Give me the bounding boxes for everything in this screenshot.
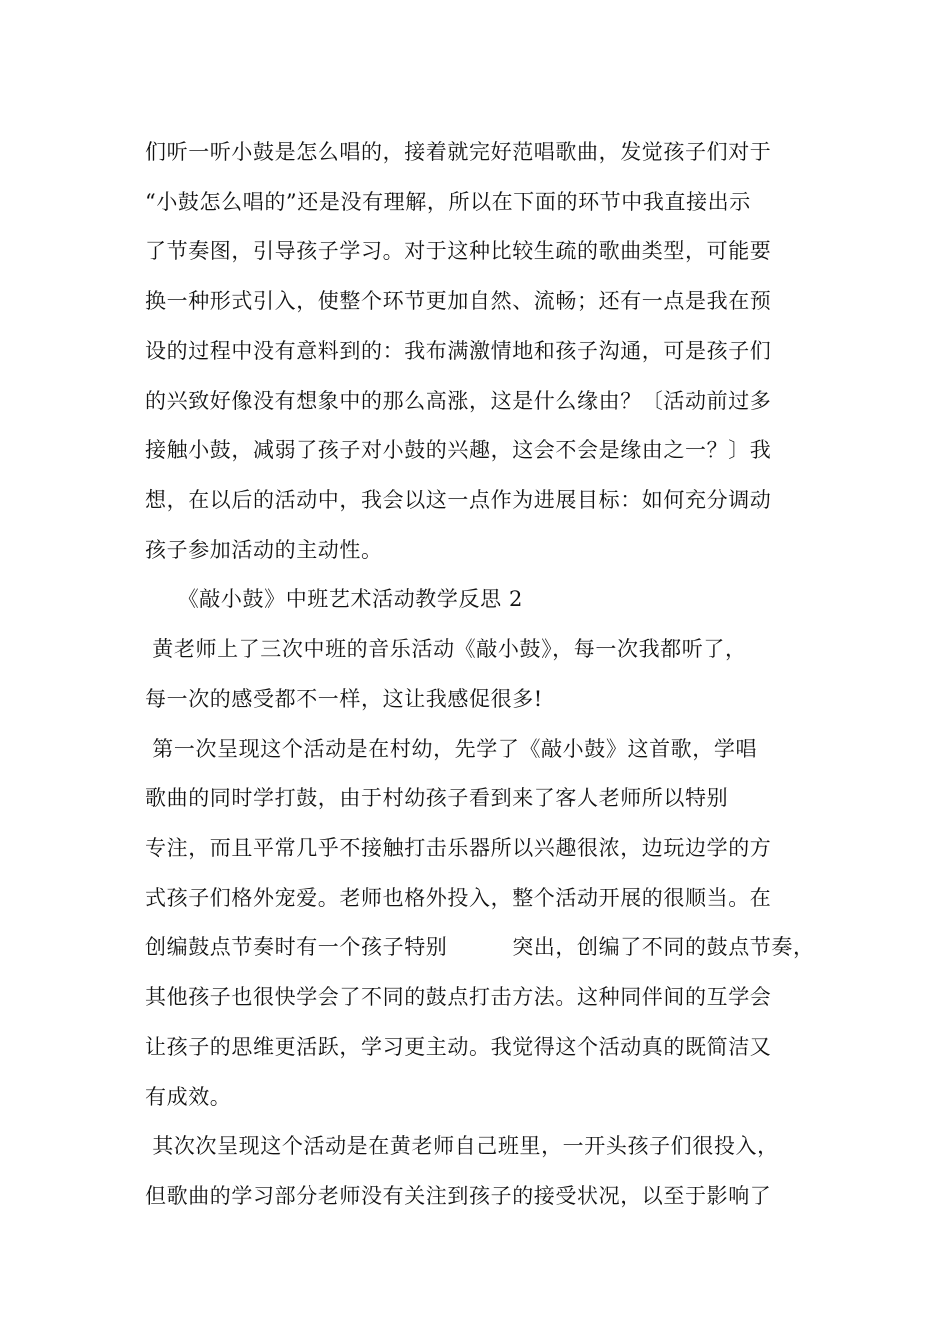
text-line: 接触小鼓，减弱了孩子对小鼓的兴趣，这会不会是缘由之一？〕我 bbox=[145, 438, 772, 462]
text-line: 的兴致好像没有想象中的那么高涨，这是什么缘由？〔活动前过多 bbox=[145, 389, 772, 413]
text-line: 每一次的感受都不一样，这让我感促很多! bbox=[145, 687, 543, 711]
text-line: “小鼓怎么唱的”还是没有理解，所以在下面的环节中我直接出示 bbox=[145, 190, 751, 214]
text-line: 其次次呈现这个活动是在黄老师自己班里，一开头孩子们很投入， bbox=[145, 1134, 779, 1158]
text-line: 创编鼓点节奏时有一个孩子特别 突出，创编了不同的鼓点节奏， bbox=[145, 935, 815, 959]
text-line: 专注，而且平常几乎不接触打击乐器所以兴趣很浓，边玩边学的方 bbox=[145, 836, 772, 860]
text-line: 让孩子的思维更活跃，学习更主动。我觉得这个活动真的既简洁又 bbox=[145, 1035, 772, 1059]
text-line: 式孩子们格外宠爱。老师也格外投入，整个活动开展的很顺当。在 bbox=[145, 886, 772, 910]
text-line: 想，在以后的活动中，我会以这一点作为进展目标：如何充分调动 bbox=[145, 488, 772, 512]
text-line: 歌曲的同时学打鼓，由于村幼孩子看到来了客人老师所以特别 bbox=[145, 786, 729, 810]
text-line: 换一种形式引入，使整个环节更加自然、流畅；还有一点是我在预 bbox=[145, 289, 772, 313]
text-line: 孩子参加活动的主动性。 bbox=[145, 538, 383, 562]
text-line: 了节奏图，引导孩子学习。对于这种比较生疏的歌曲类型，可能要 bbox=[145, 239, 772, 263]
text-line: 但歌曲的学习部分老师没有关注到孩子的接受状况，以至于影响了 bbox=[145, 1184, 772, 1208]
text-line: 其他孩子也很快学会了不同的鼓点打击方法。这种同伴间的互学会 bbox=[145, 985, 772, 1009]
text-line: 们听一听小鼓是怎么唱的，接着就完好范唱歌曲，发觉孩子们对于 bbox=[145, 140, 772, 164]
section-heading: 《敲小鼓》中班艺术活动教学反思 2 bbox=[145, 587, 523, 611]
text-line: 黄老师上了三次中班的音乐活动《敲小鼓》，每一次我都听了， bbox=[145, 637, 747, 661]
text-line: 有成效。 bbox=[145, 1085, 232, 1109]
text-line: 设的过程中没有意料到的：我布满激情地和孩子沟通，可是孩子们 bbox=[145, 339, 772, 363]
text-line: 第一次呈现这个活动是在村幼，先学了《敲小鼓》这首歌，学唱 bbox=[145, 737, 758, 761]
